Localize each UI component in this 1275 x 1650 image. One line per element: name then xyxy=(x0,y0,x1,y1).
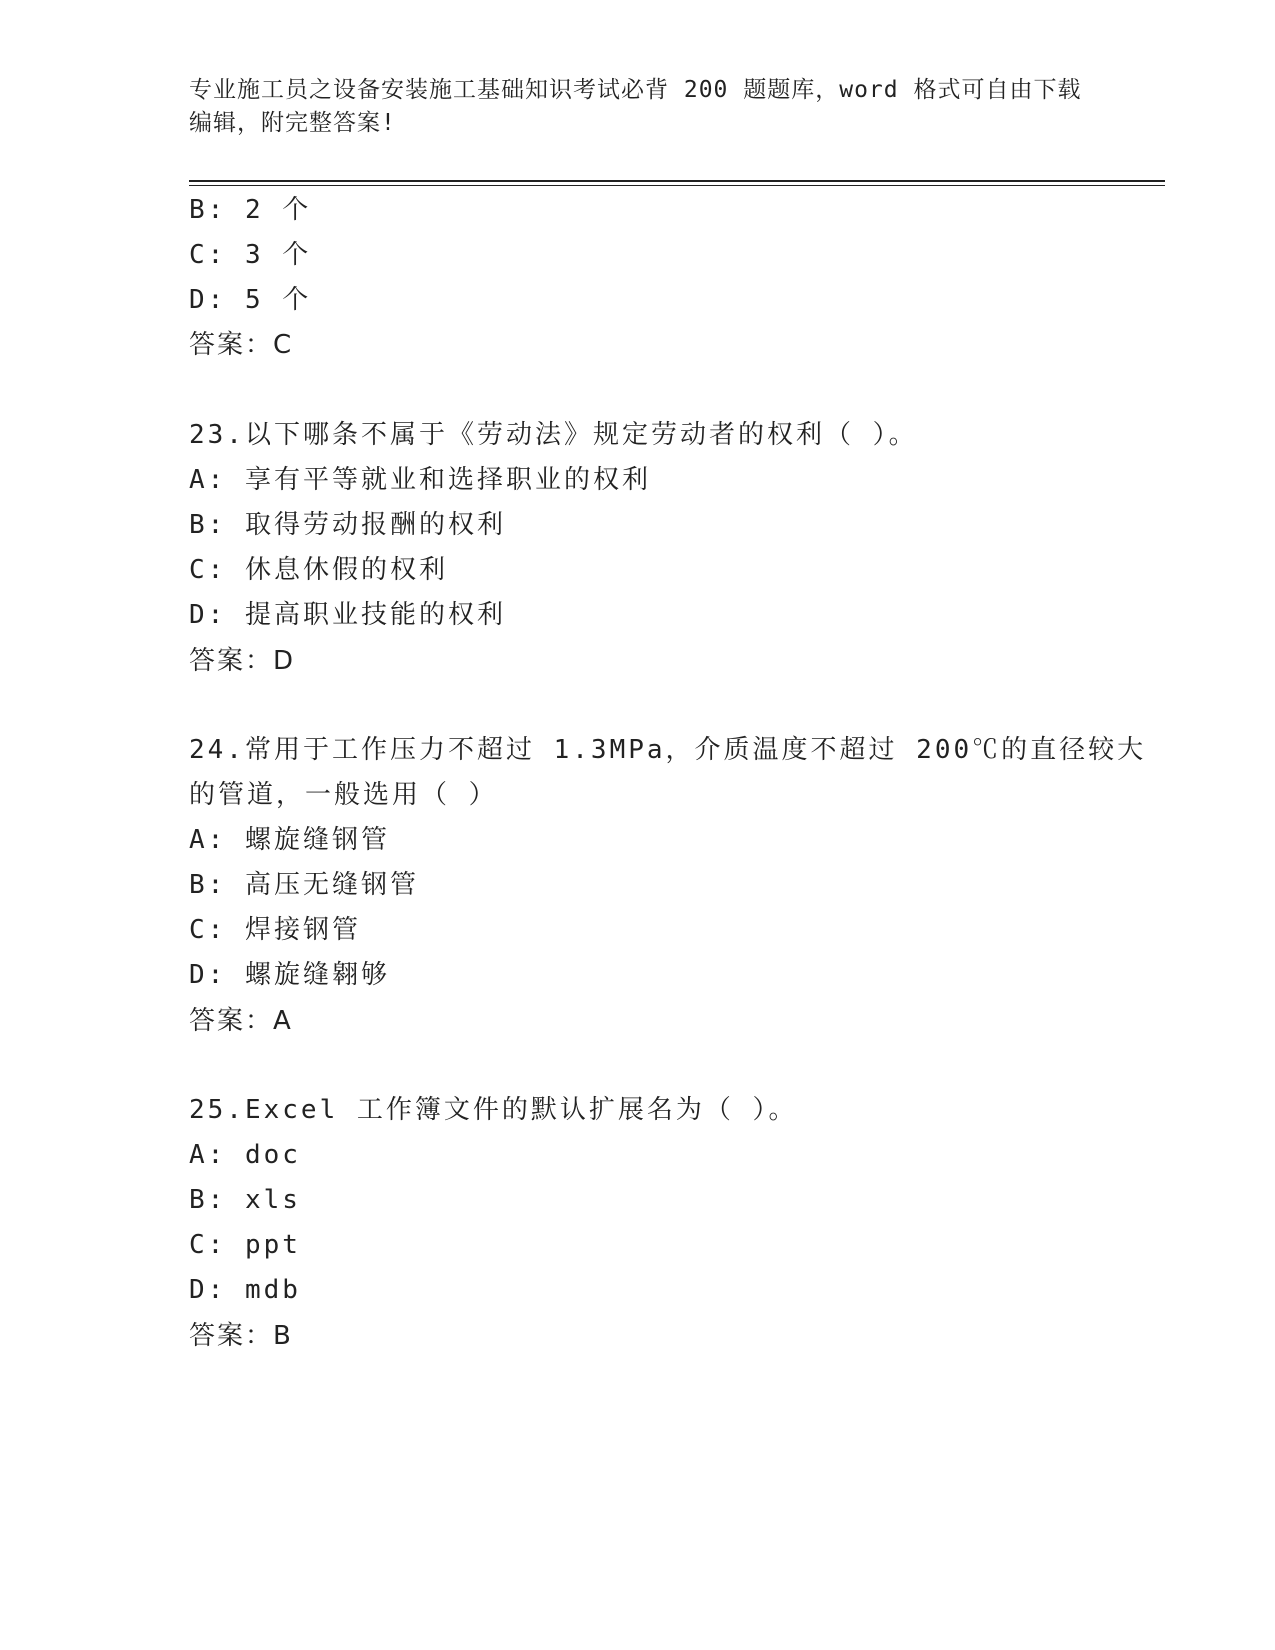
q25-answer: 答案：B xyxy=(189,1321,293,1351)
header-divider-thin xyxy=(189,185,1165,186)
q23-answer: 答案：D xyxy=(189,646,296,676)
q24-question-line-2: 的管道，一般选用（ ） xyxy=(189,780,498,810)
q24-option-c: C: 焊接钢管 xyxy=(189,915,361,945)
header-title-line-1: 专业施工员之设备安装施工基础知识考试必背 200 题题库，word 格式可自由下载 xyxy=(189,77,1082,103)
header-divider-thick xyxy=(189,180,1165,182)
q23-option-a: A: 享有平等就业和选择职业的权利 xyxy=(189,465,651,495)
q25-option-c: C: ppt xyxy=(189,1230,301,1260)
q22-answer: 答案：C xyxy=(189,330,294,360)
q22-option-d: D: 5 个 xyxy=(189,285,312,315)
document-header xyxy=(189,74,1089,140)
q24-question-line-1: 24.常用于工作压力不超过 1.3MPa，介质温度不超过 200℃的直径较大 xyxy=(189,735,1147,765)
q23-question: 23.以下哪条不属于《劳动法》规定劳动者的权利（ ）。 xyxy=(189,420,918,450)
q24-answer: 答案：A xyxy=(189,1006,293,1036)
q23-option-d: D: 提高职业技能的权利 xyxy=(189,600,506,630)
q23-option-b: B: 取得劳动报酬的权利 xyxy=(189,510,506,540)
header-title-line-2: 编辑，附完整答案! xyxy=(189,110,396,136)
q22-option-b: B: 2 个 xyxy=(189,195,312,225)
q25-option-a: A: doc xyxy=(189,1140,301,1170)
q24-option-a: A: 螺旋缝钢管 xyxy=(189,825,390,855)
q24-option-b: B: 高压无缝钢管 xyxy=(189,870,419,900)
q24-option-d: D: 螺旋缝翱够 xyxy=(189,960,390,990)
q22-option-c: C: 3 个 xyxy=(189,240,312,270)
q23-option-c: C: 休息休假的权利 xyxy=(189,555,448,585)
q25-option-b: B: xls xyxy=(189,1185,301,1215)
q25-option-d: D: mdb xyxy=(189,1275,301,1305)
q25-question: 25.Excel 工作簿文件的默认扩展名为（ ）。 xyxy=(189,1095,798,1125)
